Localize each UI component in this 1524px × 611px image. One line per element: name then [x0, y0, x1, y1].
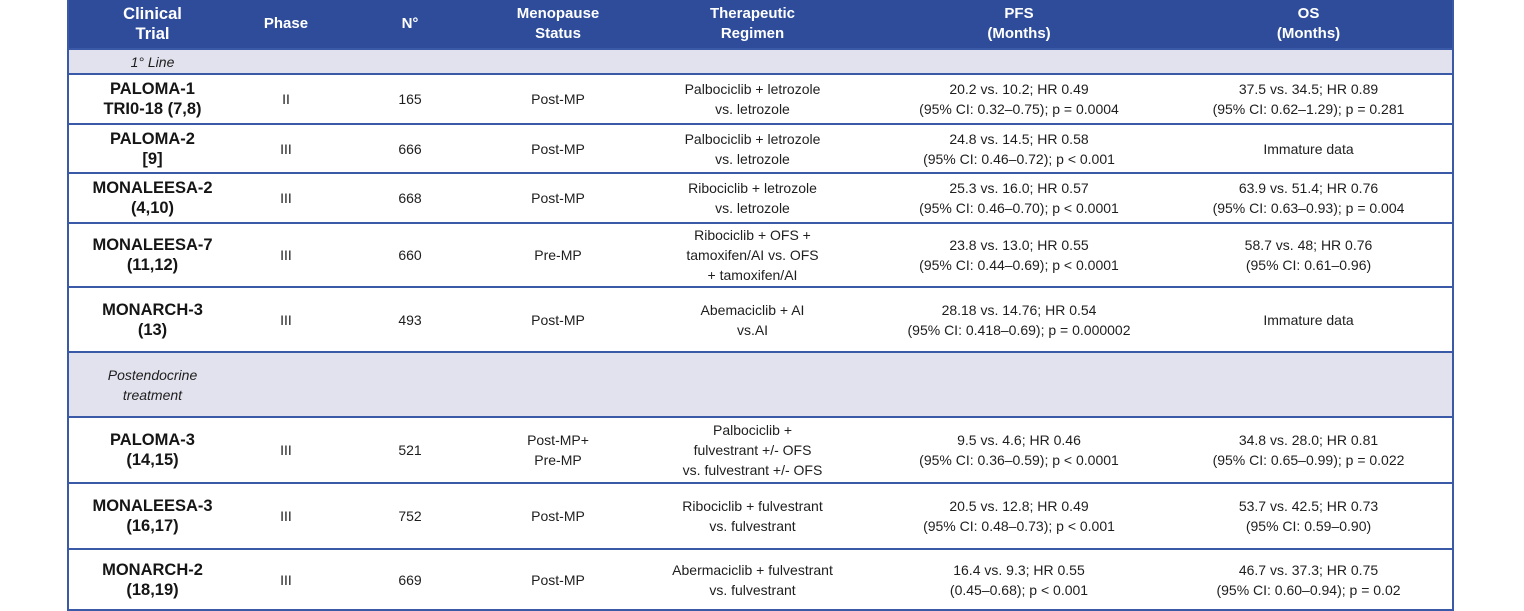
- cell-line: (95% CI: 0.65–0.99); p = 0.022: [1212, 452, 1405, 468]
- trial-name-cell: [68, 549, 236, 610]
- cell-line: vs. fulvestrant: [709, 518, 796, 534]
- header-clinical-trial: Clinical Trial: [68, 0, 236, 49]
- cell-line: 58.7 vs. 48; HR 0.76: [1244, 237, 1373, 253]
- cell-line: PALOMA-3: [110, 431, 195, 449]
- section-row-first-line: [68, 49, 1453, 74]
- cell-line: vs. fulvestrant +/- OFS: [682, 462, 823, 478]
- cell-line: (95% CI: 0.61–0.96): [1245, 257, 1372, 273]
- phase-cell: II: [236, 74, 336, 124]
- os-cell: [1165, 549, 1453, 610]
- os-cell: [1165, 287, 1453, 352]
- cell-line: MONALEESA-3: [92, 497, 213, 515]
- table-row: [68, 124, 1453, 173]
- table-row: [68, 483, 1453, 549]
- cell-line: TRI0-18 (7,8): [103, 100, 202, 118]
- cell-line: 28.18 vs. 14.76; HR 0.54: [941, 301, 1097, 318]
- cell-line: Post-MP: [531, 571, 585, 588]
- cell-line: tamoxifen/AI vs. OFS: [686, 247, 819, 263]
- clinical-trials-table: [67, 0, 1454, 611]
- cell-line: 53.7 vs. 42.5; HR 0.73: [1238, 498, 1379, 514]
- cell-line: Palbociclib + letrozole: [684, 81, 821, 97]
- cell-line: (95% CI: 0.44–0.69); p < 0.0001: [919, 257, 1119, 273]
- cell-line: vs. fulvestrant: [709, 581, 796, 598]
- cell-line: (16,17): [126, 517, 179, 535]
- cell-line: (95% CI: 0.60–0.94); p = 0.02: [1216, 581, 1401, 598]
- os-cell: [1165, 483, 1453, 549]
- os-cell: [1165, 74, 1453, 124]
- table-row: [68, 223, 1453, 287]
- trial-name-cell: [68, 287, 236, 352]
- therapeutic-regimen-cell: [632, 417, 873, 483]
- therapeutic-regimen-cell: [632, 173, 873, 223]
- pfs-cell: [873, 417, 1165, 483]
- table-row: [68, 74, 1453, 124]
- os-cell: [1165, 417, 1453, 483]
- cell-line: vs. letrozole: [715, 101, 790, 117]
- cell-line: Post-MP: [531, 91, 585, 107]
- cell-line: (95% CI: 0.48–0.73); p < 0.001: [923, 518, 1115, 534]
- os-cell: [1165, 173, 1453, 223]
- cell-line: Post-MP: [531, 190, 585, 206]
- cell-line: (95% CI: 0.36–0.59); p < 0.0001: [919, 452, 1119, 468]
- phase-cell: III: [236, 287, 336, 352]
- section-label: 1° Line: [68, 49, 236, 74]
- therapeutic-regimen-cell: [632, 74, 873, 124]
- trial-name-cell: [68, 124, 236, 173]
- cell-line: PALOMA-1: [110, 80, 195, 98]
- cell-line: Post-MP: [531, 508, 585, 524]
- os-cell: [1165, 223, 1453, 287]
- pfs-cell: [873, 287, 1165, 352]
- phase-cell: III: [236, 173, 336, 223]
- trial-name-cell: [68, 417, 236, 483]
- cell-line: + tamoxifen/AI: [707, 267, 798, 283]
- cell-line: (95% CI: 0.59–0.90): [1245, 518, 1372, 534]
- cell-line: fulvestrant +/- OFS: [693, 442, 812, 458]
- cell-line: (95% CI: 0.418–0.69); p = 0.000002: [907, 321, 1131, 338]
- cell-line: (13): [137, 320, 168, 339]
- cell-line: 9.5 vs. 4.6; HR 0.46: [957, 432, 1081, 448]
- cell-line: Palbociclib + letrozole: [684, 130, 821, 147]
- cell-line: Ribociclib + fulvestrant: [682, 498, 823, 514]
- cell-line: Post-MP+: [527, 432, 589, 448]
- cell-line: 34.8 vs. 28.0; HR 0.81: [1238, 432, 1379, 448]
- header-row: [68, 0, 1453, 49]
- cell-line: (0.45–0.68); p < 0.001: [949, 581, 1089, 598]
- cell-line: 24.8 vs. 14.5; HR 0.58: [949, 130, 1089, 147]
- cell-line: vs. letrozole: [715, 200, 790, 216]
- cell-line: Post-MP: [531, 311, 585, 328]
- n-cell: 669: [336, 549, 484, 610]
- n-cell: 165: [336, 74, 484, 124]
- cell-line: Palbociclib +: [713, 422, 792, 438]
- cell-line: Post-MP: [531, 140, 585, 157]
- menopause-status-cell: [484, 223, 632, 287]
- header-therapeutic-regimen: Therapeutic Regimen: [632, 0, 873, 49]
- header-os: OS (Months): [1165, 0, 1453, 49]
- cell-line: MONALEESA-2: [92, 179, 213, 197]
- menopause-status-cell: [484, 124, 632, 173]
- section-label: Postendocrine treatment: [68, 352, 236, 417]
- therapeutic-regimen-cell: [632, 124, 873, 173]
- cell-line: MONALEESA-7: [92, 236, 213, 254]
- n-cell: 521: [336, 417, 484, 483]
- section-row-postendocrine: [68, 352, 1453, 417]
- pfs-cell: [873, 173, 1165, 223]
- cell-line: 63.9 vs. 51.4; HR 0.76: [1238, 180, 1379, 196]
- menopause-status-cell: [484, 287, 632, 352]
- phase-cell: III: [236, 223, 336, 287]
- n-cell: 660: [336, 223, 484, 287]
- table-row: [68, 173, 1453, 223]
- os-cell: [1165, 124, 1453, 173]
- cell-line: (4,10): [130, 199, 175, 217]
- trial-name-cell: [68, 223, 236, 287]
- pfs-cell: [873, 549, 1165, 610]
- cell-line: 23.8 vs. 13.0; HR 0.55: [949, 237, 1089, 253]
- cell-line: 20.2 vs. 10.2; HR 0.49: [949, 81, 1089, 97]
- menopause-status-cell: [484, 549, 632, 610]
- header-pfs: PFS (Months): [873, 0, 1165, 49]
- cell-line: (95% CI: 0.62–1.29); p = 0.281: [1212, 101, 1405, 117]
- menopause-status-cell: [484, 483, 632, 549]
- cell-line: Immature data: [1263, 311, 1354, 328]
- pfs-cell: [873, 74, 1165, 124]
- table-body: [68, 49, 1453, 610]
- cell-line: (95% CI: 0.46–0.70); p < 0.0001: [919, 200, 1119, 216]
- table-row: [68, 287, 1453, 352]
- cell-line: Abemaciclib + AI: [700, 301, 805, 318]
- menopause-status-cell: [484, 173, 632, 223]
- phase-cell: III: [236, 124, 336, 173]
- cell-line: (95% CI: 0.32–0.75); p = 0.0004: [919, 101, 1119, 117]
- cell-line: 16.4 vs. 9.3; HR 0.55: [953, 561, 1085, 578]
- header-n: N°: [336, 0, 484, 49]
- cell-line: (95% CI: 0.46–0.72); p < 0.001: [923, 150, 1115, 167]
- n-cell: 668: [336, 173, 484, 223]
- cell-line: [9]: [142, 149, 163, 168]
- therapeutic-regimen-cell: [632, 483, 873, 549]
- cell-line: Pre-MP: [534, 452, 582, 468]
- cell-line: Abermaciclib + fulvestrant: [672, 561, 833, 578]
- therapeutic-regimen-cell: [632, 223, 873, 287]
- table-row: [68, 549, 1453, 610]
- n-cell: 493: [336, 287, 484, 352]
- cell-line: (18,19): [126, 580, 179, 599]
- trial-name-cell: [68, 173, 236, 223]
- cell-line: (95% CI: 0.63–0.93); p = 0.004: [1212, 200, 1405, 216]
- trial-name-cell: [68, 483, 236, 549]
- phase-cell: III: [236, 483, 336, 549]
- table-row: [68, 417, 1453, 483]
- cell-line: vs. letrozole: [715, 150, 790, 167]
- cell-line: vs.AI: [736, 321, 769, 338]
- phase-cell: III: [236, 417, 336, 483]
- pfs-cell: [873, 483, 1165, 549]
- cell-line: 46.7 vs. 37.3; HR 0.75: [1238, 561, 1379, 578]
- therapeutic-regimen-cell: [632, 549, 873, 610]
- cell-line: (14,15): [126, 451, 179, 469]
- menopause-status-cell: [484, 417, 632, 483]
- cell-line: 25.3 vs. 16.0; HR 0.57: [949, 180, 1089, 196]
- cell-line: Immature data: [1263, 140, 1354, 157]
- cell-line: MONARCH-3: [102, 300, 203, 319]
- n-cell: 666: [336, 124, 484, 173]
- table-header: [68, 0, 1453, 49]
- cell-line: PALOMA-2: [110, 129, 195, 148]
- n-cell: 752: [336, 483, 484, 549]
- pfs-cell: [873, 124, 1165, 173]
- therapeutic-regimen-cell: [632, 287, 873, 352]
- cell-line: 37.5 vs. 34.5; HR 0.89: [1238, 81, 1379, 97]
- cell-line: MONARCH-2: [102, 560, 203, 579]
- pfs-cell: [873, 223, 1165, 287]
- cell-line: Pre-MP: [534, 247, 582, 263]
- cell-line: 20.5 vs. 12.8; HR 0.49: [949, 498, 1089, 514]
- cell-line: Ribociclib + letrozole: [688, 180, 817, 196]
- header-menopause-status: Menopause Status: [484, 0, 632, 49]
- phase-cell: III: [236, 549, 336, 610]
- trial-name-cell: [68, 74, 236, 124]
- cell-line: Ribociclib + OFS +: [694, 227, 811, 243]
- header-phase: Phase: [236, 0, 336, 49]
- cell-line: (11,12): [126, 256, 179, 274]
- menopause-status-cell: [484, 74, 632, 124]
